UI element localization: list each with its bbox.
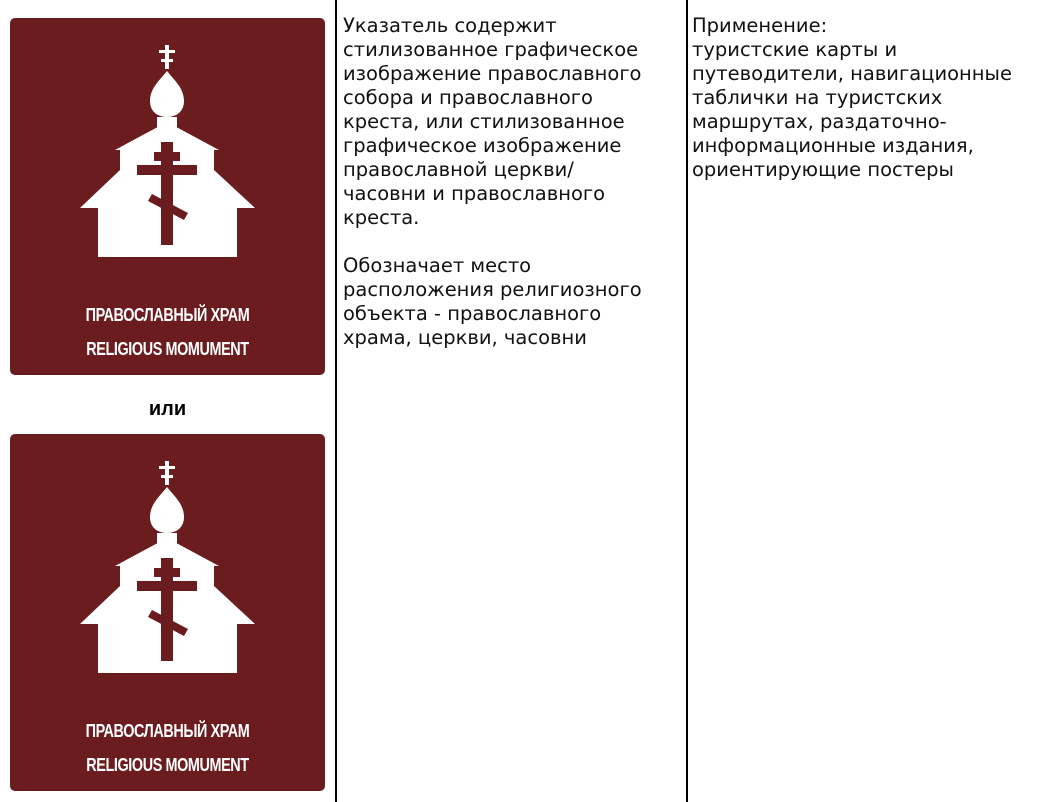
description-cell <box>343 14 679 350</box>
description-paragraph-2: Обозначает место расположения религиозного объекта - православного храма, церкви, часовни <box>343 254 642 349</box>
sign-orthodox-temple-2 <box>10 434 325 791</box>
application-text: Применение: туристские карты и путеводители, навигационные таблички на туристских маршрутах, раздаточно- информационные издания, ориентирующие постеры <box>692 14 1012 181</box>
sign-label-ru: ПРАВОСЛАВНЫЙ ХРАМ <box>85 305 250 325</box>
column-divider-left <box>335 0 337 802</box>
sign-label-ru: ПРАВОСЛАВНЫЙ ХРАМ <box>85 721 250 741</box>
sign-label-en: RELIGIOUS MOMUMENT <box>86 755 249 775</box>
sign-orthodox-temple-1 <box>10 18 325 375</box>
application-cell <box>692 14 1050 182</box>
column-divider-right <box>686 0 688 802</box>
sign-label-en: RELIGIOUS MOMUMENT <box>86 339 249 359</box>
alternative-separator: или <box>148 398 187 420</box>
description-paragraph-1: Указатель содержит стилизованное графическое изображение православного собора и православного креста, или стилизованное графическое изображение православной церкви/ часовни и православного креста. <box>343 14 642 229</box>
